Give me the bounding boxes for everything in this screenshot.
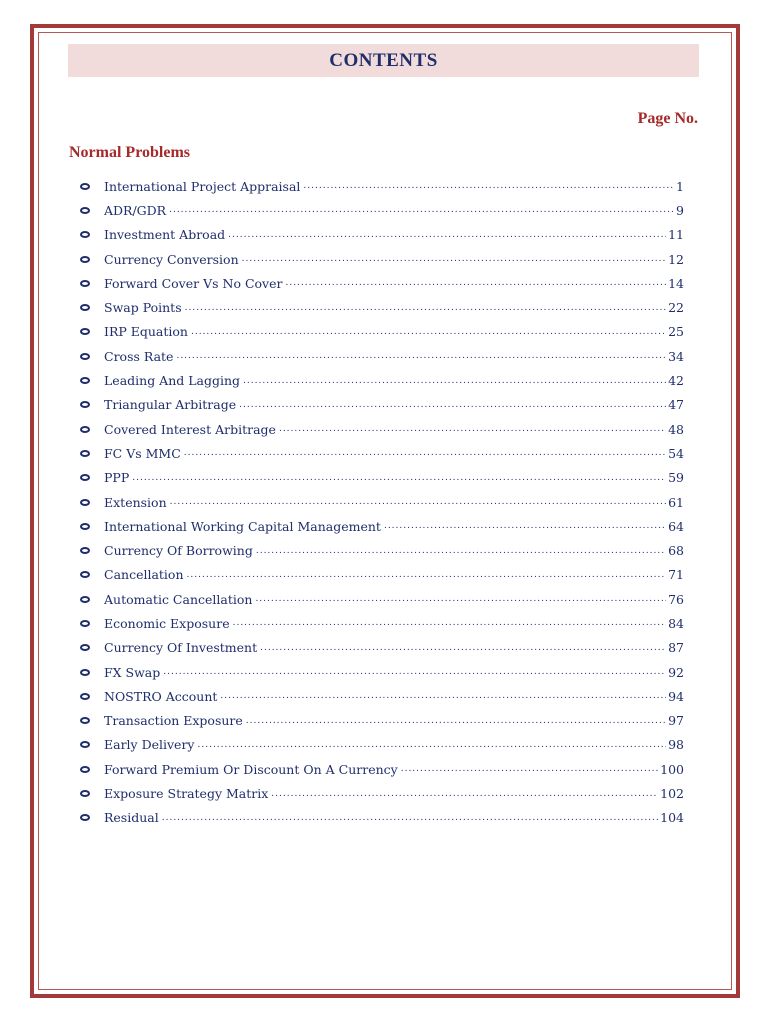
toc-entry-label: FX Swap (104, 664, 161, 680)
page-no-heading: Page No. (637, 110, 698, 127)
toc-entry-page: 48 (668, 421, 684, 437)
toc-entry-label: Cancellation (104, 567, 184, 583)
toc-entry[interactable] (80, 684, 684, 708)
toc-entry-page: 9 (676, 202, 684, 218)
toc-entry-label: PPP (104, 470, 130, 486)
toc-entry-page: 12 (668, 251, 684, 267)
toc-entry-page: 59 (668, 470, 684, 486)
toc-entry-page: 102 (660, 786, 684, 802)
bullet-icon (80, 596, 90, 603)
toc-entry[interactable] (80, 295, 684, 319)
toc-entry[interactable] (80, 587, 684, 611)
toc-entry-label: Exposure Strategy Matrix (104, 786, 269, 802)
toc-entry-label: Investment Abroad (104, 227, 226, 243)
bullet-icon (80, 304, 90, 311)
bullet-icon (80, 741, 90, 748)
toc-entry[interactable] (80, 757, 684, 781)
toc-entry[interactable] (80, 514, 684, 538)
toc-entry-page: 92 (668, 664, 684, 680)
dot-leader (243, 375, 666, 387)
toc-entry-page: 64 (668, 518, 684, 534)
toc-entry[interactable] (80, 611, 684, 635)
toc-entry-page: 25 (668, 324, 684, 340)
toc-entry-page: 76 (668, 591, 684, 607)
toc-entry[interactable] (80, 223, 684, 247)
toc-entry[interactable] (80, 441, 684, 465)
toc-entry-page: 71 (668, 567, 684, 583)
dot-leader (271, 788, 658, 800)
bullet-icon (80, 207, 90, 214)
bullet-icon (80, 353, 90, 360)
dot-leader (303, 180, 674, 192)
toc-entry-label: Cross Rate (104, 348, 174, 364)
toc-entry[interactable] (80, 781, 684, 805)
toc-entry-page: 97 (668, 713, 684, 729)
dot-leader (132, 472, 666, 484)
bullet-icon (80, 377, 90, 384)
dot-leader (279, 423, 666, 435)
toc-entry-label: Automatic Cancellation (104, 591, 253, 607)
toc-entry-label: Forward Premium Or Discount On A Currency (104, 761, 398, 777)
dot-leader (169, 204, 674, 216)
bullet-icon (80, 280, 90, 287)
dot-leader (242, 253, 666, 265)
dot-leader (285, 277, 666, 289)
toc-entry-label: Covered Interest Arbitrage (104, 421, 276, 437)
toc-entry[interactable] (80, 636, 684, 660)
toc-entry-label: NOSTRO Account (104, 688, 218, 704)
dot-leader (185, 302, 666, 314)
bullet-icon (80, 328, 90, 335)
toc-entry[interactable] (80, 174, 684, 198)
bullet-icon (80, 183, 90, 190)
toc-entry[interactable] (80, 660, 684, 684)
toc-entry-label: Currency Conversion (104, 251, 239, 267)
bullet-icon (80, 256, 90, 263)
bullet-icon (80, 669, 90, 676)
toc-entry-page: 1 (676, 178, 684, 194)
dot-leader (198, 739, 667, 751)
bullet-icon (80, 620, 90, 627)
dot-leader (384, 520, 666, 532)
toc-entry[interactable] (80, 247, 684, 271)
toc-entry-page: 94 (668, 688, 684, 704)
toc-entry-page: 84 (668, 615, 684, 631)
toc-entry-label: Early Delivery (104, 737, 195, 753)
bullet-icon (80, 571, 90, 578)
bullet-icon (80, 693, 90, 700)
toc-entry-label: Swap Points (104, 300, 182, 316)
toc-list (80, 174, 684, 830)
toc-entry-page: 14 (668, 275, 684, 291)
toc-entry-page: 61 (668, 494, 684, 510)
dot-leader (176, 350, 666, 362)
toc-entry-label: IRP Equation (104, 324, 188, 340)
toc-entry[interactable] (80, 271, 684, 295)
toc-entry[interactable] (80, 806, 684, 830)
bullet-icon (80, 499, 90, 506)
toc-entry[interactable] (80, 490, 684, 514)
toc-entry[interactable] (80, 368, 684, 392)
toc-entry-label: Transaction Exposure (104, 713, 243, 729)
toc-entry-page: 54 (668, 445, 684, 461)
dot-leader (256, 545, 666, 557)
toc-entry-page: 22 (668, 300, 684, 316)
bullet-icon (80, 426, 90, 433)
toc-entry[interactable] (80, 198, 684, 222)
title-band (68, 44, 699, 77)
dot-leader (220, 690, 666, 702)
toc-entry[interactable] (80, 563, 684, 587)
dot-leader (260, 642, 666, 654)
dot-leader (233, 617, 667, 629)
bullet-icon (80, 790, 90, 797)
bullet-icon (80, 474, 90, 481)
toc-entry-label: Forward Cover Vs No Cover (104, 275, 283, 291)
toc-entry-page: 104 (660, 810, 684, 826)
toc-entry-page: 68 (668, 543, 684, 559)
toc-entry-label: Leading And Lagging (104, 373, 241, 389)
bullet-icon (80, 644, 90, 651)
bullet-icon (80, 450, 90, 457)
toc-entry-label: Triangular Arbitrage (104, 397, 237, 413)
bullet-icon (80, 717, 90, 724)
toc-entry-label: FC Vs MMC (104, 445, 181, 461)
toc-entry-label: Currency Of Borrowing (104, 543, 253, 559)
dot-leader (162, 812, 658, 824)
toc-entry[interactable] (80, 417, 684, 441)
bullet-icon (80, 814, 90, 821)
dot-leader (246, 715, 666, 727)
dot-leader (170, 496, 666, 508)
dot-leader (255, 593, 666, 605)
dot-leader (184, 447, 666, 459)
page-title: CONTENTS (329, 49, 438, 71)
dot-leader (401, 763, 658, 775)
bullet-icon (80, 231, 90, 238)
dot-leader (187, 569, 667, 581)
toc-entry[interactable] (80, 733, 684, 757)
toc-entry-page: 34 (668, 348, 684, 364)
toc-entry-page: 87 (668, 640, 684, 656)
toc-entry-label: Currency Of Investment (104, 640, 258, 656)
toc-entry[interactable] (80, 320, 684, 344)
toc-entry-label: Economic Exposure (104, 615, 230, 631)
toc-entry-label: International Working Capital Management (104, 518, 381, 534)
toc-entry-page: 100 (660, 761, 684, 777)
dot-leader (239, 399, 666, 411)
dot-leader (228, 229, 666, 241)
toc-entry-label: Extension (104, 494, 167, 510)
toc-entry[interactable] (80, 466, 684, 490)
toc-entry-page: 42 (668, 373, 684, 389)
toc-entry-page: 11 (668, 227, 684, 243)
toc-entry-label: Residual (104, 810, 159, 826)
toc-entry-page: 98 (668, 737, 684, 753)
toc-entry-label: ADR/GDR (104, 202, 167, 218)
toc-entry[interactable] (80, 393, 684, 417)
bullet-icon (80, 401, 90, 408)
toc-entry[interactable] (80, 709, 684, 733)
bullet-icon (80, 523, 90, 530)
dot-leader (191, 326, 666, 338)
toc-entry-label: International Project Appraisal (104, 178, 301, 194)
toc-entry[interactable] (80, 538, 684, 562)
bullet-icon (80, 766, 90, 773)
dot-leader (163, 666, 666, 678)
toc-entry-page: 47 (668, 397, 684, 413)
section-title: Normal Problems (69, 144, 191, 161)
bullet-icon (80, 547, 90, 554)
toc-entry[interactable] (80, 344, 684, 368)
